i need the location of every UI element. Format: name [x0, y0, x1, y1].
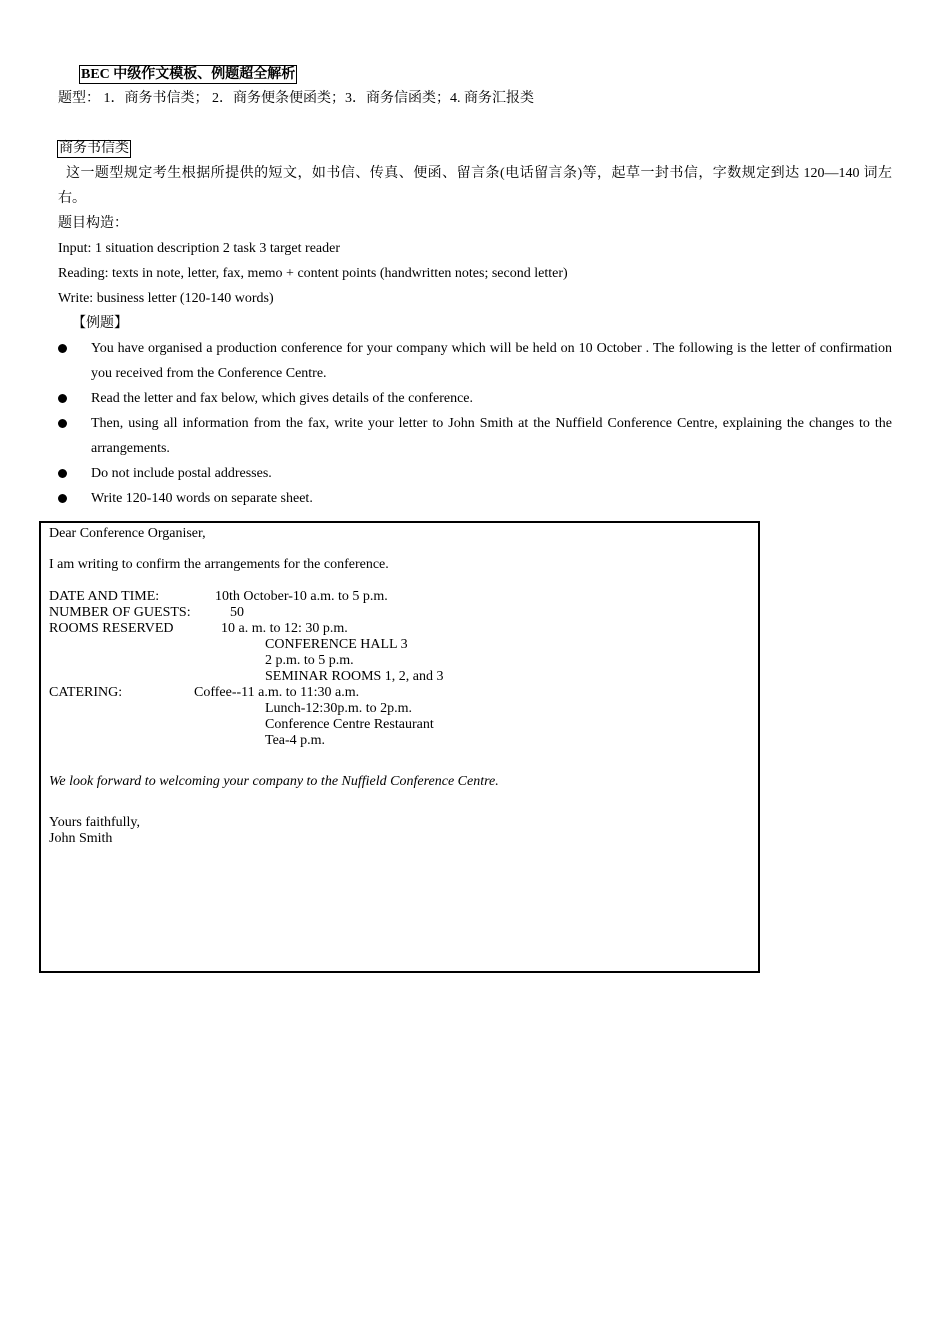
guests-value: 50: [230, 605, 244, 620]
rooms-label: ROOMS RESERVED: [49, 621, 174, 636]
letter-box: [39, 521, 760, 973]
bullet-icon: [58, 394, 67, 403]
structure-label: 题目构造：: [58, 216, 128, 231]
section-heading: 商务书信类: [59, 141, 129, 156]
letter-signature: John Smith: [49, 831, 113, 846]
catering-tea: Tea-4 p.m.: [265, 733, 326, 748]
bullet-icon: [58, 419, 67, 428]
date-label: DATE AND TIME:: [49, 589, 160, 604]
bullet-icon: [58, 494, 67, 503]
date-value: 10th October-10 a.m. to 5 p.m.: [215, 589, 388, 604]
rooms-time-2: 2 p.m. to 5 p.m.: [265, 653, 354, 668]
catering-coffee: Coffee--11 a.m. to 11:30 a.m.: [194, 685, 360, 700]
rooms-place-1: CONFERENCE HALL 3: [265, 637, 408, 652]
rooms-place-2: SEMINAR ROOMS 1, 2, and 3: [265, 669, 444, 684]
letter-closing-line: We look forward to welcoming your company to the Nuffield Conference Centre.: [49, 774, 499, 789]
catering-label: CATERING:: [49, 685, 123, 700]
catering-place: Conference Centre Restaurant: [265, 717, 434, 732]
catering-lunch: Lunch-12:30p.m. to 2p.m.: [265, 701, 412, 716]
rooms-time-1: 10 a. m. to 12: 30 p.m.: [221, 621, 348, 636]
bullet-icon: [58, 344, 67, 353]
list-item: You have organised a production conference for your company which will be held on 10 October . The following is the letter of confirmation you received from the Conference Centre.: [58, 336, 892, 386]
letter-signoff: Yours faithfully,: [49, 815, 141, 830]
list-item: Write 120-140 words on separate sheet.: [58, 486, 892, 511]
input-line: Input: 1 situation description 2 task 3 target reader: [58, 241, 341, 256]
instruction-list: [58, 336, 892, 511]
write-line: Write: business letter (120-140 words): [58, 291, 274, 306]
question-types-line: 题型： 1．商务书信类； 2．商务便条便函类；3．商务信函类；4. 商务汇报类: [58, 91, 534, 106]
bullet-icon: [58, 469, 67, 478]
letter-salutation: Dear Conference Organiser,: [49, 526, 206, 541]
example-label: 【例题】: [72, 316, 128, 331]
list-item: Read the letter and fax below, which gives details of the conference.: [58, 386, 892, 411]
reading-line: Reading: texts in note, letter, fax, memo + content points (handwritten notes; second letter): [58, 266, 568, 281]
section-intro: 这一题型规定考生根据所提供的短文，如书信、传真、便函、留言条(电话留言条)等，起草一封书信，字数规定到达 120—140 词左右。: [58, 166, 892, 206]
list-item: Do not include postal addresses.: [58, 461, 892, 486]
document-title: BEC 中级作文模板、例题超全解析: [81, 67, 296, 82]
letter-opening: I am writing to confirm the arrangements for the conference.: [49, 557, 389, 572]
guests-label: NUMBER OF GUESTS:: [49, 605, 191, 620]
list-item: Then, using all information from the fax, write your letter to John Smith at the Nuffield Conference Centre, explaining the changes to the arrangements.: [58, 411, 892, 461]
